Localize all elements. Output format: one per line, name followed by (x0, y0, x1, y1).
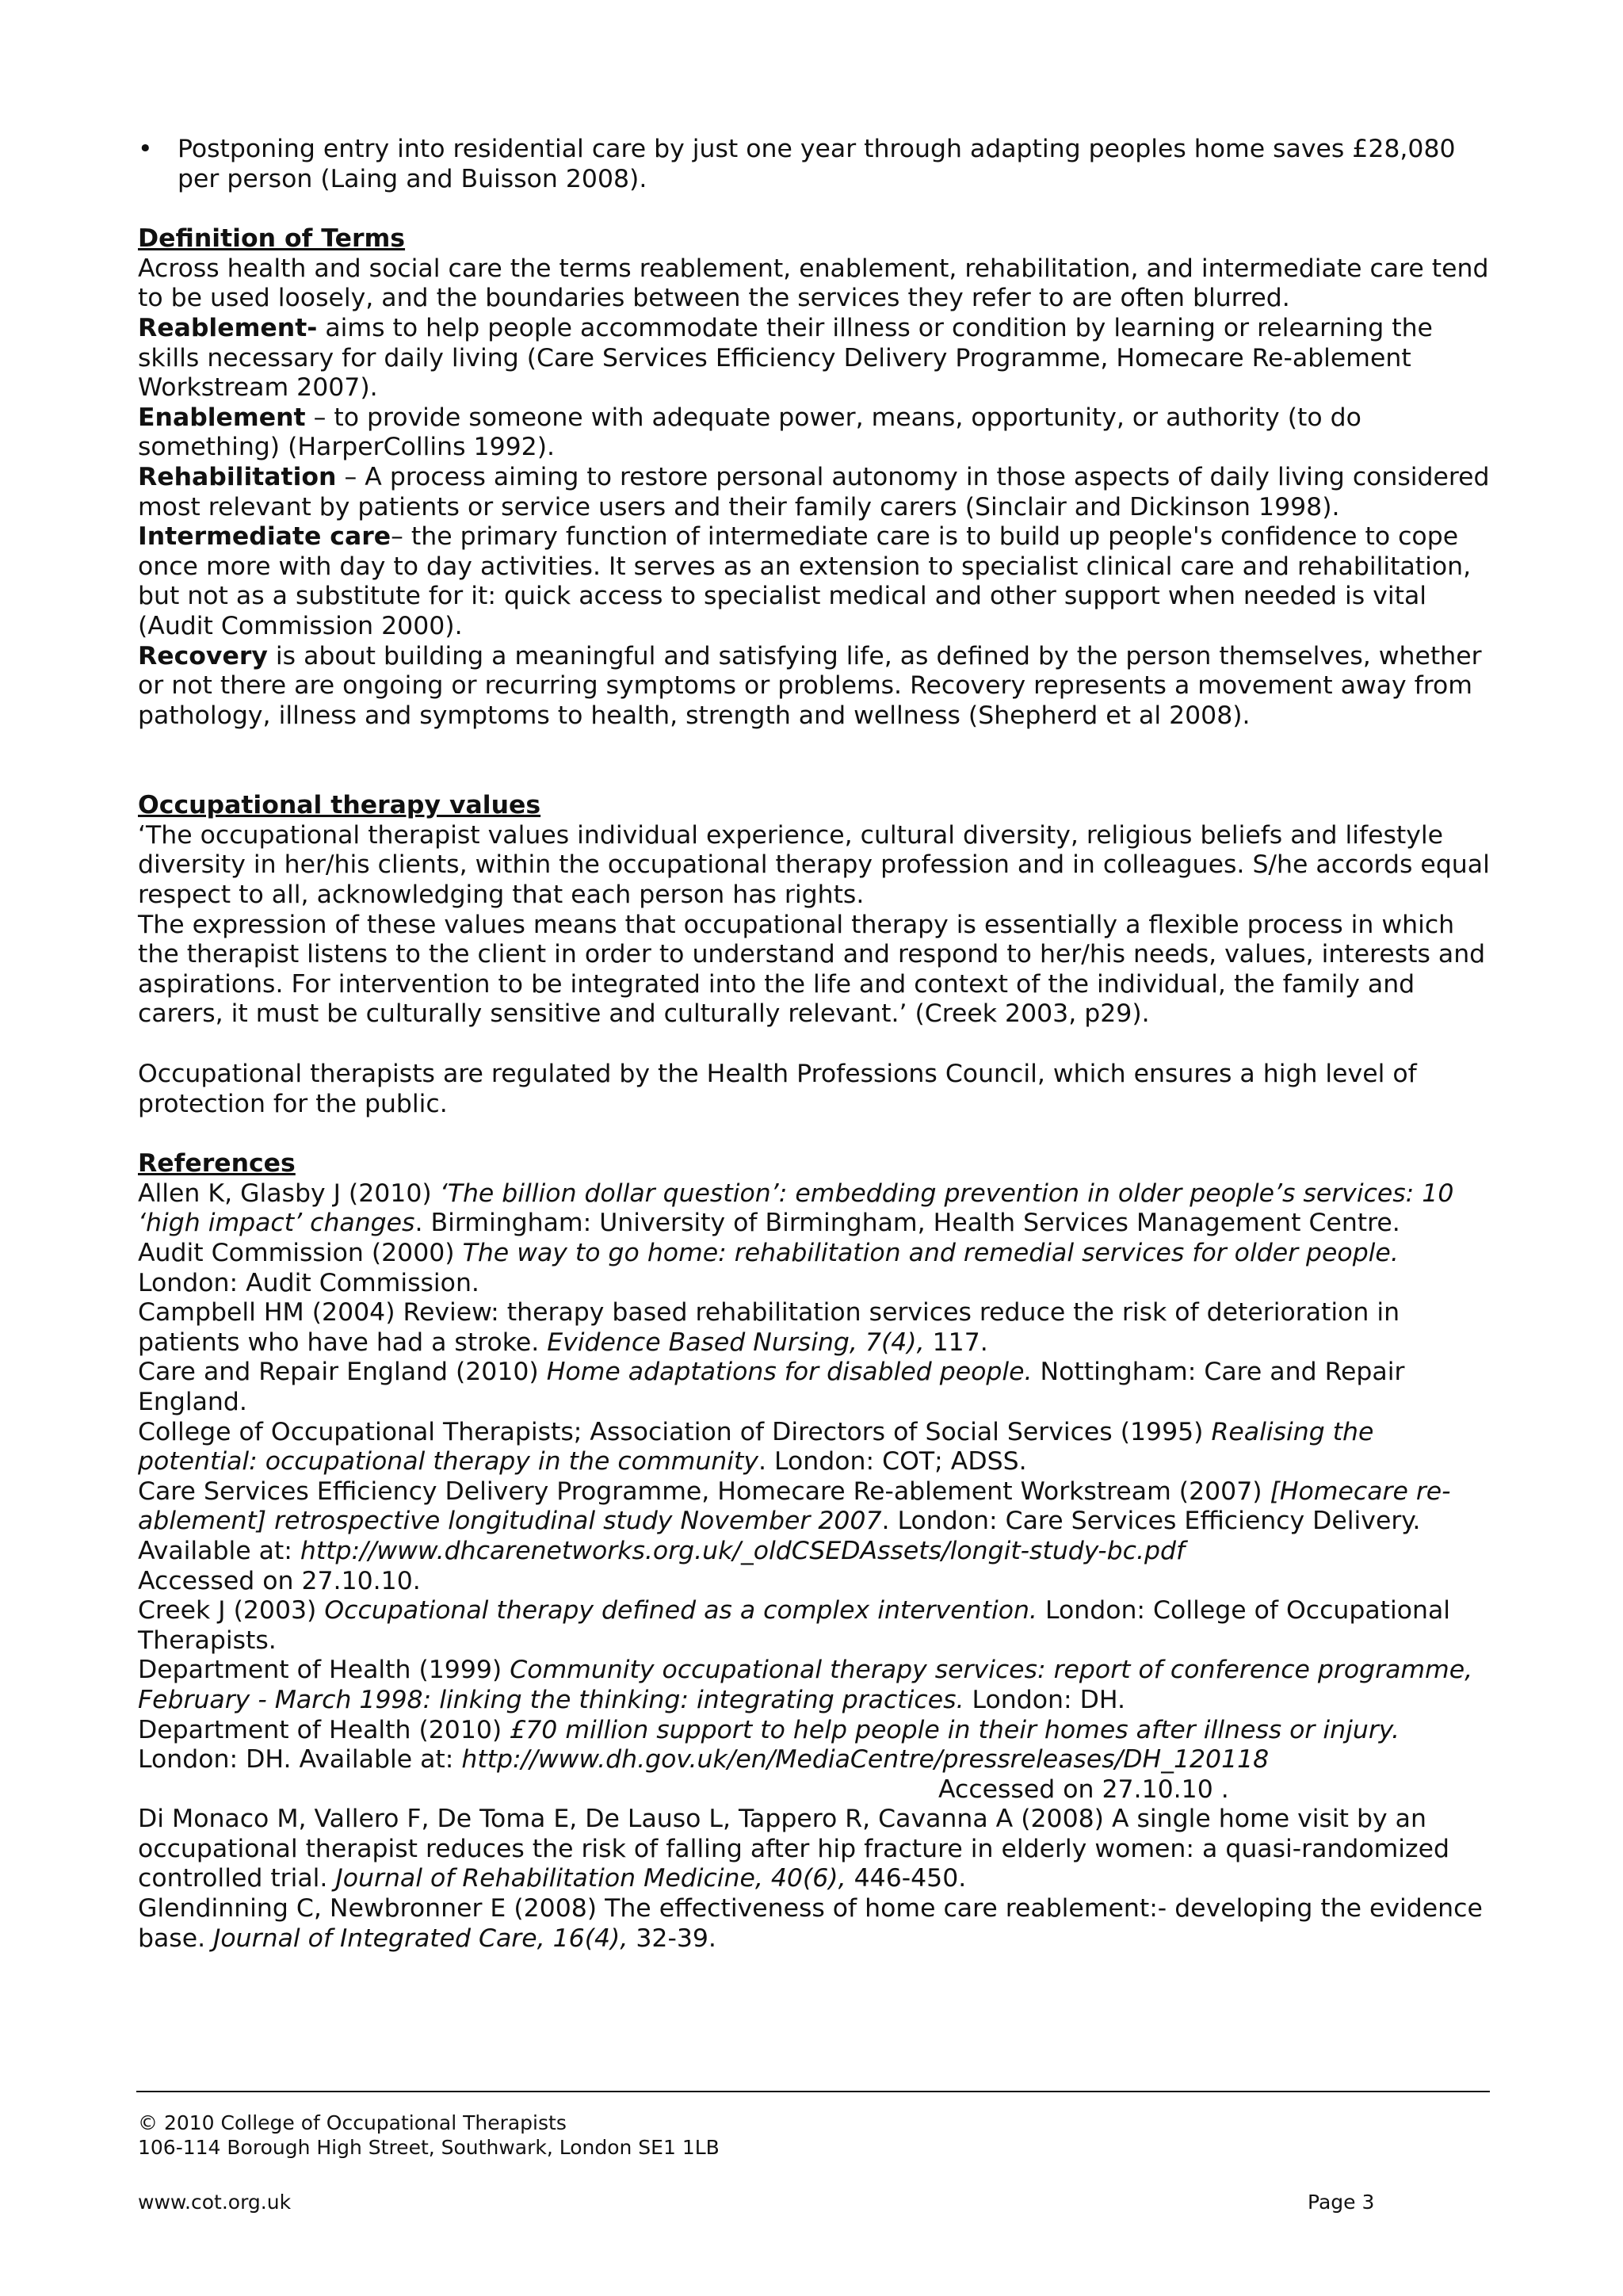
reference-item: Audit Commission (2000) The way to go home: rehabilitation and remedial services for older people. London: Audit Commission. (138, 1239, 1399, 1297)
reference-item: Department of Health (1999) Community occupational therapy services: report of conference programme, February - March 1998: linking the thinking: integrating practices. London: DH. (138, 1656, 1473, 1714)
reference-item: Glendinning C, Newbronner E (2008) The effectiveness of home care reablement:- developing the evidence base. Journal of Integrated Care, 16(4), 32-39. (138, 1894, 1483, 1953)
reference-item: Allen K, Glasby J (2010) ‘The billion dollar question’: embedding prevention in older people’s services: 10 ‘high impact’ changes. Birmingham: University of Birmingham, Health Services Management Centre. (138, 1179, 1454, 1238)
reference-item: Care and Repair England (2010) Home adaptations for disabled people. Nottingham: Care and Repair England. (138, 1358, 1405, 1416)
reference-item: College of Occupational Therapists; Association of Directors of Social Services (1995) Realising the potential: occupational therapy in the community. London: COT; ADSS. (138, 1417, 1374, 1477)
definition-intermediate-care (138, 522, 1490, 641)
footer-copyright: © 2010 College of Occupational Therapists (138, 2111, 567, 2134)
term-text: aims to help people accommodate their illness or condition by learning or relearning the skills necessary for daily living (Care Services Efficiency Delivery Programme, Homecare Re-ablement Workstream 2007). (138, 313, 1433, 403)
reference-accessed: Accessed on 27.10.10 . (938, 1775, 1229, 1804)
term-label: Enablement (138, 403, 306, 432)
references-heading: References (138, 1149, 296, 1179)
reference-link: London: DH. Available at: http://www.dh.gov.uk/en/MediaCentre/pressreleases/DH_120118 (138, 1745, 1270, 1775)
bullet-text: Postponing entry into residential care by just one year through adapting peoples home saves £28,080 per person (Laing and Buisson 2008). (178, 135, 1456, 193)
definition-reablement (138, 314, 1490, 403)
term-text: is about building a meaningful and satisfying life, as defined by the person themselves, whether or not there are ongoing or recurring symptoms or problems. Recovery represents a movement away from pathology, illness and symptoms to health, strength and wellness (Shepherd et al 2008). (138, 641, 1482, 730)
term-label: Intermediate care (138, 522, 391, 552)
definition-recovery (138, 642, 1490, 732)
reference-url[interactable]: http://www.dhcarenetworks.org.uk/_oldCSEDAssets/longit-study-bc.pdf (300, 1536, 1186, 1565)
reference-item: Campbell HM (2004) Review: therapy based rehabilitation services reduce the risk of deterioration in patients who have had a stroke. Evidence Based Nursing, 7(4), 117. (138, 1298, 1400, 1357)
reference-item: Di Monaco M, Vallero F, De Toma E, De Lauso L, Tappero R, Cavanna A (2008) A single home visit by an occupational therapist reduces the risk of falling after hip fracture in elderly women: a quasi-randomized controlled trial. Journal of Rehabilitation Medicine, 40(6), 446-450. (138, 1805, 1449, 1893)
reference-item: Creek J (2003) Occupational therapy defined as a complex intervention. London: College of Occupational Therapists. (138, 1596, 1451, 1655)
term-label: Reablement- (138, 313, 318, 342)
definitions-intro: Across health and social care the terms reablement, enablement, rehabilitation, and intermediate care tend to be used loosely, and the boundaries between the services they refer to are often blurred. (138, 254, 1489, 313)
reference-item: Care Services Efficiency Delivery Programme, Homecare Re-ablement Workstream (2007) [Homecare re-ablement] retrospective longitudinal study November 2007. London: Care Services Efficiency Delivery. (138, 1477, 1451, 1536)
bullet-item (138, 135, 1490, 194)
reference-accessed: Accessed on 27.10.10. (138, 1566, 421, 1595)
values-paragraph-3: Occupational therapists are regulated by the Health Professions Council, which ensures a high level of protection for the public. (138, 1060, 1417, 1118)
bullet-icon: • (138, 135, 153, 163)
values-paragraph-2: The expression of these values means that occupational therapy is essentially a flexible process in which the therapist listens to the client in order to understand and respond to her/his needs, values, interests and aspirations. For intervention to be integrated into the life and context of the individual, the family and carers, it must be culturally sensitive and culturally relevant.’ (Creek 2003, p29). (138, 910, 1486, 1029)
footer-website-link[interactable]: www.cot.org.uk (138, 2191, 292, 2214)
reference-url[interactable]: http://www.dh.gov.uk/en/MediaCentre/pressreleases/DH_120118 (461, 1745, 1270, 1775)
definition-rehabilitation (138, 463, 1490, 522)
values-heading: Occupational therapy values (138, 791, 541, 820)
reference-item: Department of Health (2010) £70 million support to help people in their homes after illness or injury. (138, 1715, 1400, 1744)
term-text: – to provide someone with adequate power, means, opportunity, or authority (to do something) (HarperCollins 1992). (138, 403, 1361, 462)
reference-link: Available at: http://www.dhcarenetworks.org.uk/_oldCSEDAssets/longit-study-bc.pdf (138, 1536, 1186, 1565)
definition-enablement (138, 403, 1490, 463)
footer-divider (136, 2091, 1490, 2092)
term-text: – the primary function of intermediate care is to build up people's confidence to cope once more with day to day activities. It serves as an extension to specialist clinical care and rehabilitation, but not as a substitute for it: quick access to specialist medical and other support when needed is vital (Audit Commission 2000). (138, 522, 1472, 640)
definitions-heading: Definition of Terms (138, 224, 406, 254)
page-content (138, 135, 1490, 1954)
term-text: – A process aiming to restore personal autonomy in those aspects of daily living considered most relevant by patients or service users and their family carers (Sinclair and Dickinson 1998). (138, 462, 1490, 521)
term-label: Rehabilitation (138, 462, 337, 491)
footer-address: 106-114 Borough High Street, Southwark, London SE1 1LB (138, 2136, 720, 2159)
values-paragraph-1: ‘The occupational therapist values individual experience, cultural diversity, religious beliefs and lifestyle diversity in her/his clients, within the occupational therapy profession and in colleagues. S/he accords equal respect to all, acknowledging that each person has rights. (138, 820, 1490, 910)
page-number: Page 3 (1308, 2191, 1375, 2214)
term-label: Recovery (138, 641, 268, 670)
